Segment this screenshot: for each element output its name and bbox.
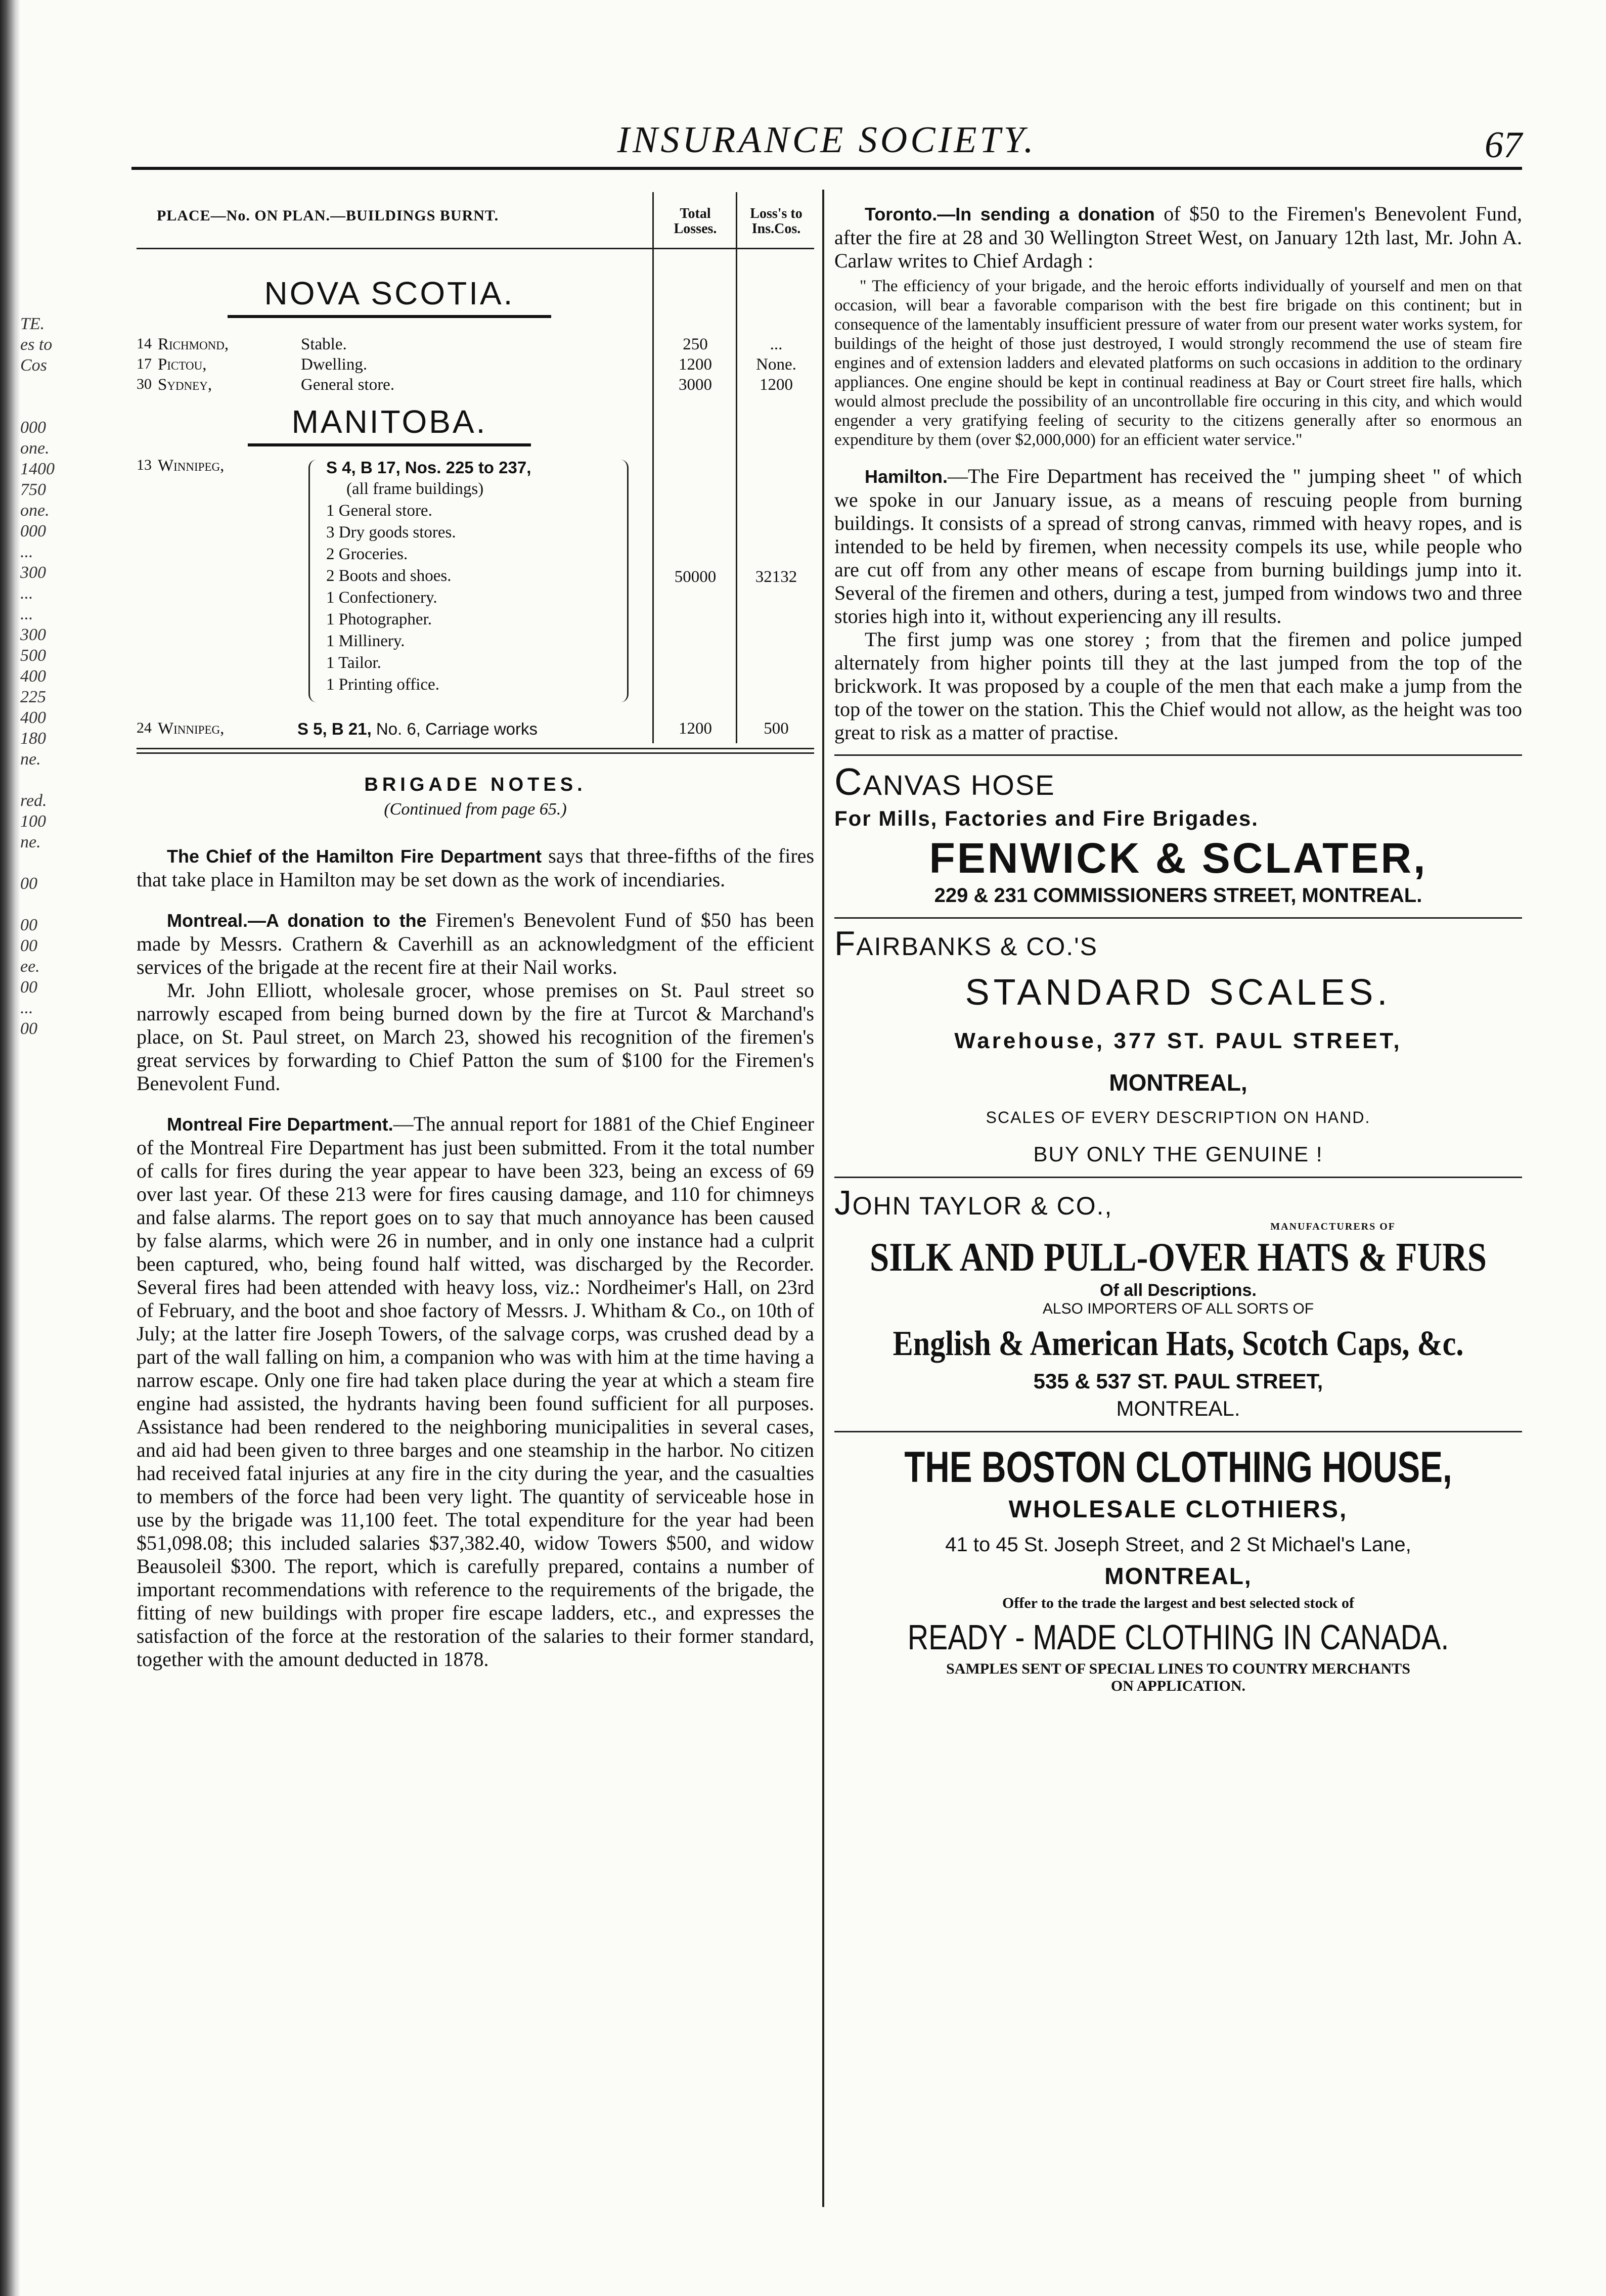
table-header-place: PLACE—No. ON PLAN.—BUILDINGS BURNT.: [157, 207, 499, 224]
ad-city: MONTREAL,: [1104, 1563, 1252, 1589]
margin-fragment: ...: [20, 584, 33, 603]
ad-samples: SAMPLES SENT OF SPECIAL LINES TO COUNTRY MERCHANTS: [946, 1660, 1410, 1677]
ad-divider: [834, 1431, 1522, 1432]
ad-city: MONTREAL.: [1116, 1397, 1240, 1420]
margin-fragment: 1400: [20, 460, 55, 478]
margin-fragment: ...: [20, 999, 33, 1017]
ad-headline: STANDARD SCALES.: [965, 972, 1392, 1013]
ad-subtitle: WHOLESALE CLOTHIERS,: [1008, 1496, 1348, 1523]
brace-open: [308, 460, 320, 702]
scanned-page-edge: [0, 0, 20, 2296]
margin-fragment: one.: [20, 439, 50, 458]
table-row-grouped: 13 Winnipeg, S 4, B 17, Nos. 225 to 237, (all frame buildings) 1 General store. 3 Dry goods stores. 2 Groceries. 2 Boots and shoes. 1 Confectionery. 1 Photographer. 1 Millinery. 1 Tailor. 1 Printing office. 50000 32132: [137, 457, 814, 719]
margin-fragment: [20, 770, 61, 790]
ad-address: 535 & 537 ST. PAUL STREET,: [1033, 1369, 1323, 1393]
article-paragraph: Montreal.—A donation to the Firemen's Benevolent Fund of $50 has been made by Messrs. Crathern & Caverhill as an acknowledgment of the efficient services of the brigade at the recent fire at their Nail works.: [137, 909, 815, 978]
margin-fragment: [20, 852, 61, 873]
letter-quote: " The efficiency of your brigade, and the heroic efforts individually of yourself and men on that occasion, will bear a favorable comparison with the best fire brigade on this continent; but in consequence of the lamentably insufficient pressure of water from our present water works system, for buildings of the height of those just destroyed, I would strongly recommend the use of steam fire engines and of extension ladders and elevated platforms on such occasions in addition to the ordinary appliances. One engine should be kept in continual readiness at Bay or Court street fire halls, which would almost preclude the possibility of an uncontrollable fire occuring in this city, and which would engender a very gratifying feeling of security to the citizens generally after so enormous an expenditure by them (over $2,000,000) for an efficient water service.": [834, 277, 1522, 449]
ad-address: 229 & 231 COMMISSIONERS STREET, MONTREAL.: [934, 884, 1422, 907]
margin-fragment: ee.: [20, 957, 40, 976]
margin-fragment: ...: [20, 605, 33, 623]
ad-divider: [834, 754, 1522, 756]
ad-description: SCALES OF EVERY DESCRIPTION ON HAND.: [986, 1108, 1371, 1127]
ad-address: 41 to 45 St. Joseph Street, and 2 St Michael's Lane,: [945, 1534, 1411, 1556]
table-header: [137, 192, 814, 249]
brigade-notes-heading: BRIGADE NOTES.: [364, 774, 587, 795]
margin-fragment: [20, 894, 61, 915]
margin-fragment: 225: [20, 688, 46, 706]
ad-importers: ALSO IMPORTERS OF ALL SORTS OF: [1042, 1300, 1314, 1317]
ad-manufacturers-label: MANUFACTURERS OF: [1270, 1221, 1396, 1232]
ad-offer: Offer to the trade the largest and best selected stock of: [1002, 1595, 1354, 1611]
running-title: INSURANCE SOCIETY.: [617, 119, 1037, 161]
margin-fragment: 00: [20, 936, 37, 955]
margin-fragment: 400: [20, 708, 46, 727]
header-rule: [131, 167, 1522, 170]
page-header: [131, 119, 1522, 174]
article-paragraph: The first jump was one storey ; from that the firemen and police jumped alternately from higher points till they at the last jumped from the top of the brickwork. It was proposed by a couple of the men that each make a jump from the top of the tower on the station. This the Chief would not allow, as the height was too great to risk as a matter of practise.: [834, 628, 1522, 744]
column-divider: [822, 190, 824, 2207]
margin-fragment: 00: [20, 916, 37, 934]
ad-headline-2: READY - MADE CLOTHING IN CANADA.: [907, 1617, 1449, 1657]
margin-fragment: 000: [20, 522, 46, 541]
margin-fragment: 00: [20, 1019, 37, 1038]
margin-fragment: TE.: [20, 314, 45, 333]
margin-fragment: es to: [20, 335, 53, 354]
ad-divider: [834, 1177, 1522, 1178]
margin-fragment: ...: [20, 543, 33, 561]
heading-underline: [248, 443, 531, 446]
right-column: [834, 202, 1522, 1695]
margin-fragment: 000: [20, 418, 46, 437]
ad-john-taylor: [834, 1184, 1522, 1421]
article-paragraph: The Chief of the Hamilton Fire Department says that three-fifths of the fires that take place in Hamilton may be set down as the work of incendiaries.: [137, 844, 815, 891]
margin-fragment: [20, 376, 61, 396]
ad-title: FAIRBANKS & CO.'S: [834, 925, 1098, 963]
ad-divider: [834, 917, 1522, 919]
margin-fragment: one.: [20, 501, 50, 520]
left-column: [137, 192, 814, 1671]
margin-fragment: 750: [20, 480, 46, 499]
margin-fragment: red.: [20, 791, 47, 810]
ad-firm-name: FENWICK & SCLATER,: [929, 834, 1427, 882]
article-paragraph: Hamilton.—The Fire Department has received the " jumping sheet " of which we spoke in our January issue, as a means of rescuing people from burning buildings. It consists of a spread of strong canvas, rimmed with heavy ropes, and is intended to be held by firemen, when necessity compels its use, while people who are cut off from any other means of escape from burning buildings jump into it. Several of the firemen and others, during a test, jumped from windows two and three stories high into it, without experiencing any ill results.: [834, 465, 1522, 627]
margin-fragment: 400: [20, 667, 46, 686]
adjacent-page-margin-strip: [20, 313, 61, 1527]
margin-fragment: 300: [20, 563, 46, 582]
ad-headline: THE BOSTON CLOTHING HOUSE,: [904, 1443, 1452, 1492]
ad-slogan: BUY ONLY THE GENUINE !: [1033, 1142, 1323, 1166]
table-header-loss: Loss's to Ins.Cos.: [750, 206, 802, 237]
fire-losses-table: [137, 192, 814, 743]
table-row: 17 Pictou, Dwelling. 1200 None.: [137, 355, 796, 374]
ad-boston-clothing: [834, 1443, 1522, 1695]
table-row: 30 Sydney, General store. 3000 1200: [137, 376, 793, 394]
article-paragraph: Toronto.—In sending a donation of $50 to the Firemen's Benevolent Fund, after the fire at 28 and 30 Wellington Street West, on January 12th last, Mr. John A. Carlaw writes to Chief Ardagh :: [834, 202, 1522, 272]
ad-canvas-hose: [834, 761, 1522, 907]
ad-application: ON APPLICATION.: [1110, 1678, 1246, 1694]
article-paragraph: Montreal Fire Department.—The annual report for 1881 of the Chief Engineer of the Montreal Fire Department has just been submitted. From it the total number of calls for fires during the year appear to have been 323, being an excess of 69 over last year. Of these 213 were for fires causing damage, and 110 for chimneys and false alarms. The report goes on to say that much annoyance has been caused by false alarms, which were 26 in number, and in only one instance had a culprit been captured, who, being found half witted, was discharged by the Recorder. Several fires had been attended with heavy loss, viz.: Nordheimer's Hall, on 23rd of February, and the boot and shoe factory of Messrs. J. Whitham & Co., on 10th of July; at the latter fire Joseph Towers, of the salvage corps, was crushed dead by a part of the wall falling on him, a companion who was with him at the time having a narrow escape. Only one fire had taken place during the year at which a steam fire engine had assisted, the hydrants having been found sufficient for all purposes. Assistance had been rendered to the neighboring municipalities in several cases, and aid had been given to three barges and one steamship in the harbor. No citizen had received fatal injuries at any fire in the city during the year, and the casualties to members of the force had been very light. The quantity of serviceable hose in use by the brigade was 11,100 feet. The total expenditure for the year had been $51,098.08; this included salaries $37,382.40, widow Towers $500, and widow Beausoleil $300. The report, which is carefully prepared, contains a number of important recommendations with reference to the requirements of the brigade, the fitting of new buildings with proper fire escape ladders, etc., and expresses the satisfaction of the force at the restoration of the salaries to their former standard, together with the amount deducted in 1878.: [137, 1112, 814, 1671]
margin-fragment: 00: [20, 978, 37, 997]
ad-fairbanks: [834, 925, 1522, 1166]
heading-underline: [228, 315, 551, 318]
margin-fragment: 180: [20, 729, 46, 748]
article-paragraph: Mr. John Elliott, wholesale grocer, whose premises on St. Paul street so narrowly escaped from being burned down by the fire at Turcot & Marchand's place, on St. Paul street, on March 23, showed his recognition of the firemen's great services by forwarding to Chief Patton the sum of $100 for the Firemen's Benevolent Fund.: [137, 979, 814, 1095]
continued-note: (Continued from page 65.): [384, 800, 567, 819]
table-row: 14 Richmond, Stable. 250 ...: [137, 335, 783, 353]
ad-address: Warehouse, 377 ST. PAUL STREET,: [954, 1028, 1402, 1053]
ad-headline: SILK AND PULL-OVER HATS & FURS: [869, 1235, 1487, 1280]
margin-fragment: 500: [20, 646, 46, 665]
ad-subtitle: For Mills, Factories and Fire Brigades.: [834, 806, 1259, 830]
ad-title: CANVAS HOSE: [834, 761, 1055, 803]
ad-products: English & American Hats, Scotch Caps, &c.: [893, 1324, 1464, 1363]
ad-title: JOHN TAYLOR & CO.,: [834, 1184, 1113, 1222]
margin-fragment: [20, 396, 61, 417]
margin-fragment: ne.: [20, 833, 41, 851]
table-end-rule: [137, 748, 814, 754]
ad-city: MONTREAL,: [1109, 1069, 1247, 1096]
margin-fragment: ne.: [20, 750, 41, 769]
ad-description: Of all Descriptions.: [1100, 1281, 1257, 1300]
province-heading-manitoba: MANITOBA.: [137, 403, 642, 446]
table-row: 24 Winnipeg, S 5, B 21, No. 6, Carriage works 1200 500: [137, 719, 789, 738]
margin-fragment: Cos: [20, 356, 47, 375]
margin-fragment: 100: [20, 812, 46, 831]
brace-close: [617, 460, 629, 702]
margin-fragment: 00: [20, 874, 37, 893]
building-list: S 4, B 17, Nos. 225 to 237, (all frame buildings) 1 General store. 3 Dry goods stores. 2 Groceries. 2 Boots and shoes. 1 Confectionery. 1 Photographer. 1 Millinery. 1 Tailor. 1 Printing office.: [326, 458, 531, 694]
province-heading-nova-scotia: NOVA SCOTIA.: [137, 275, 642, 318]
page-number: 67: [1485, 124, 1522, 166]
table-header-total: Total Losses.: [674, 206, 717, 237]
margin-fragment: 300: [20, 625, 46, 644]
